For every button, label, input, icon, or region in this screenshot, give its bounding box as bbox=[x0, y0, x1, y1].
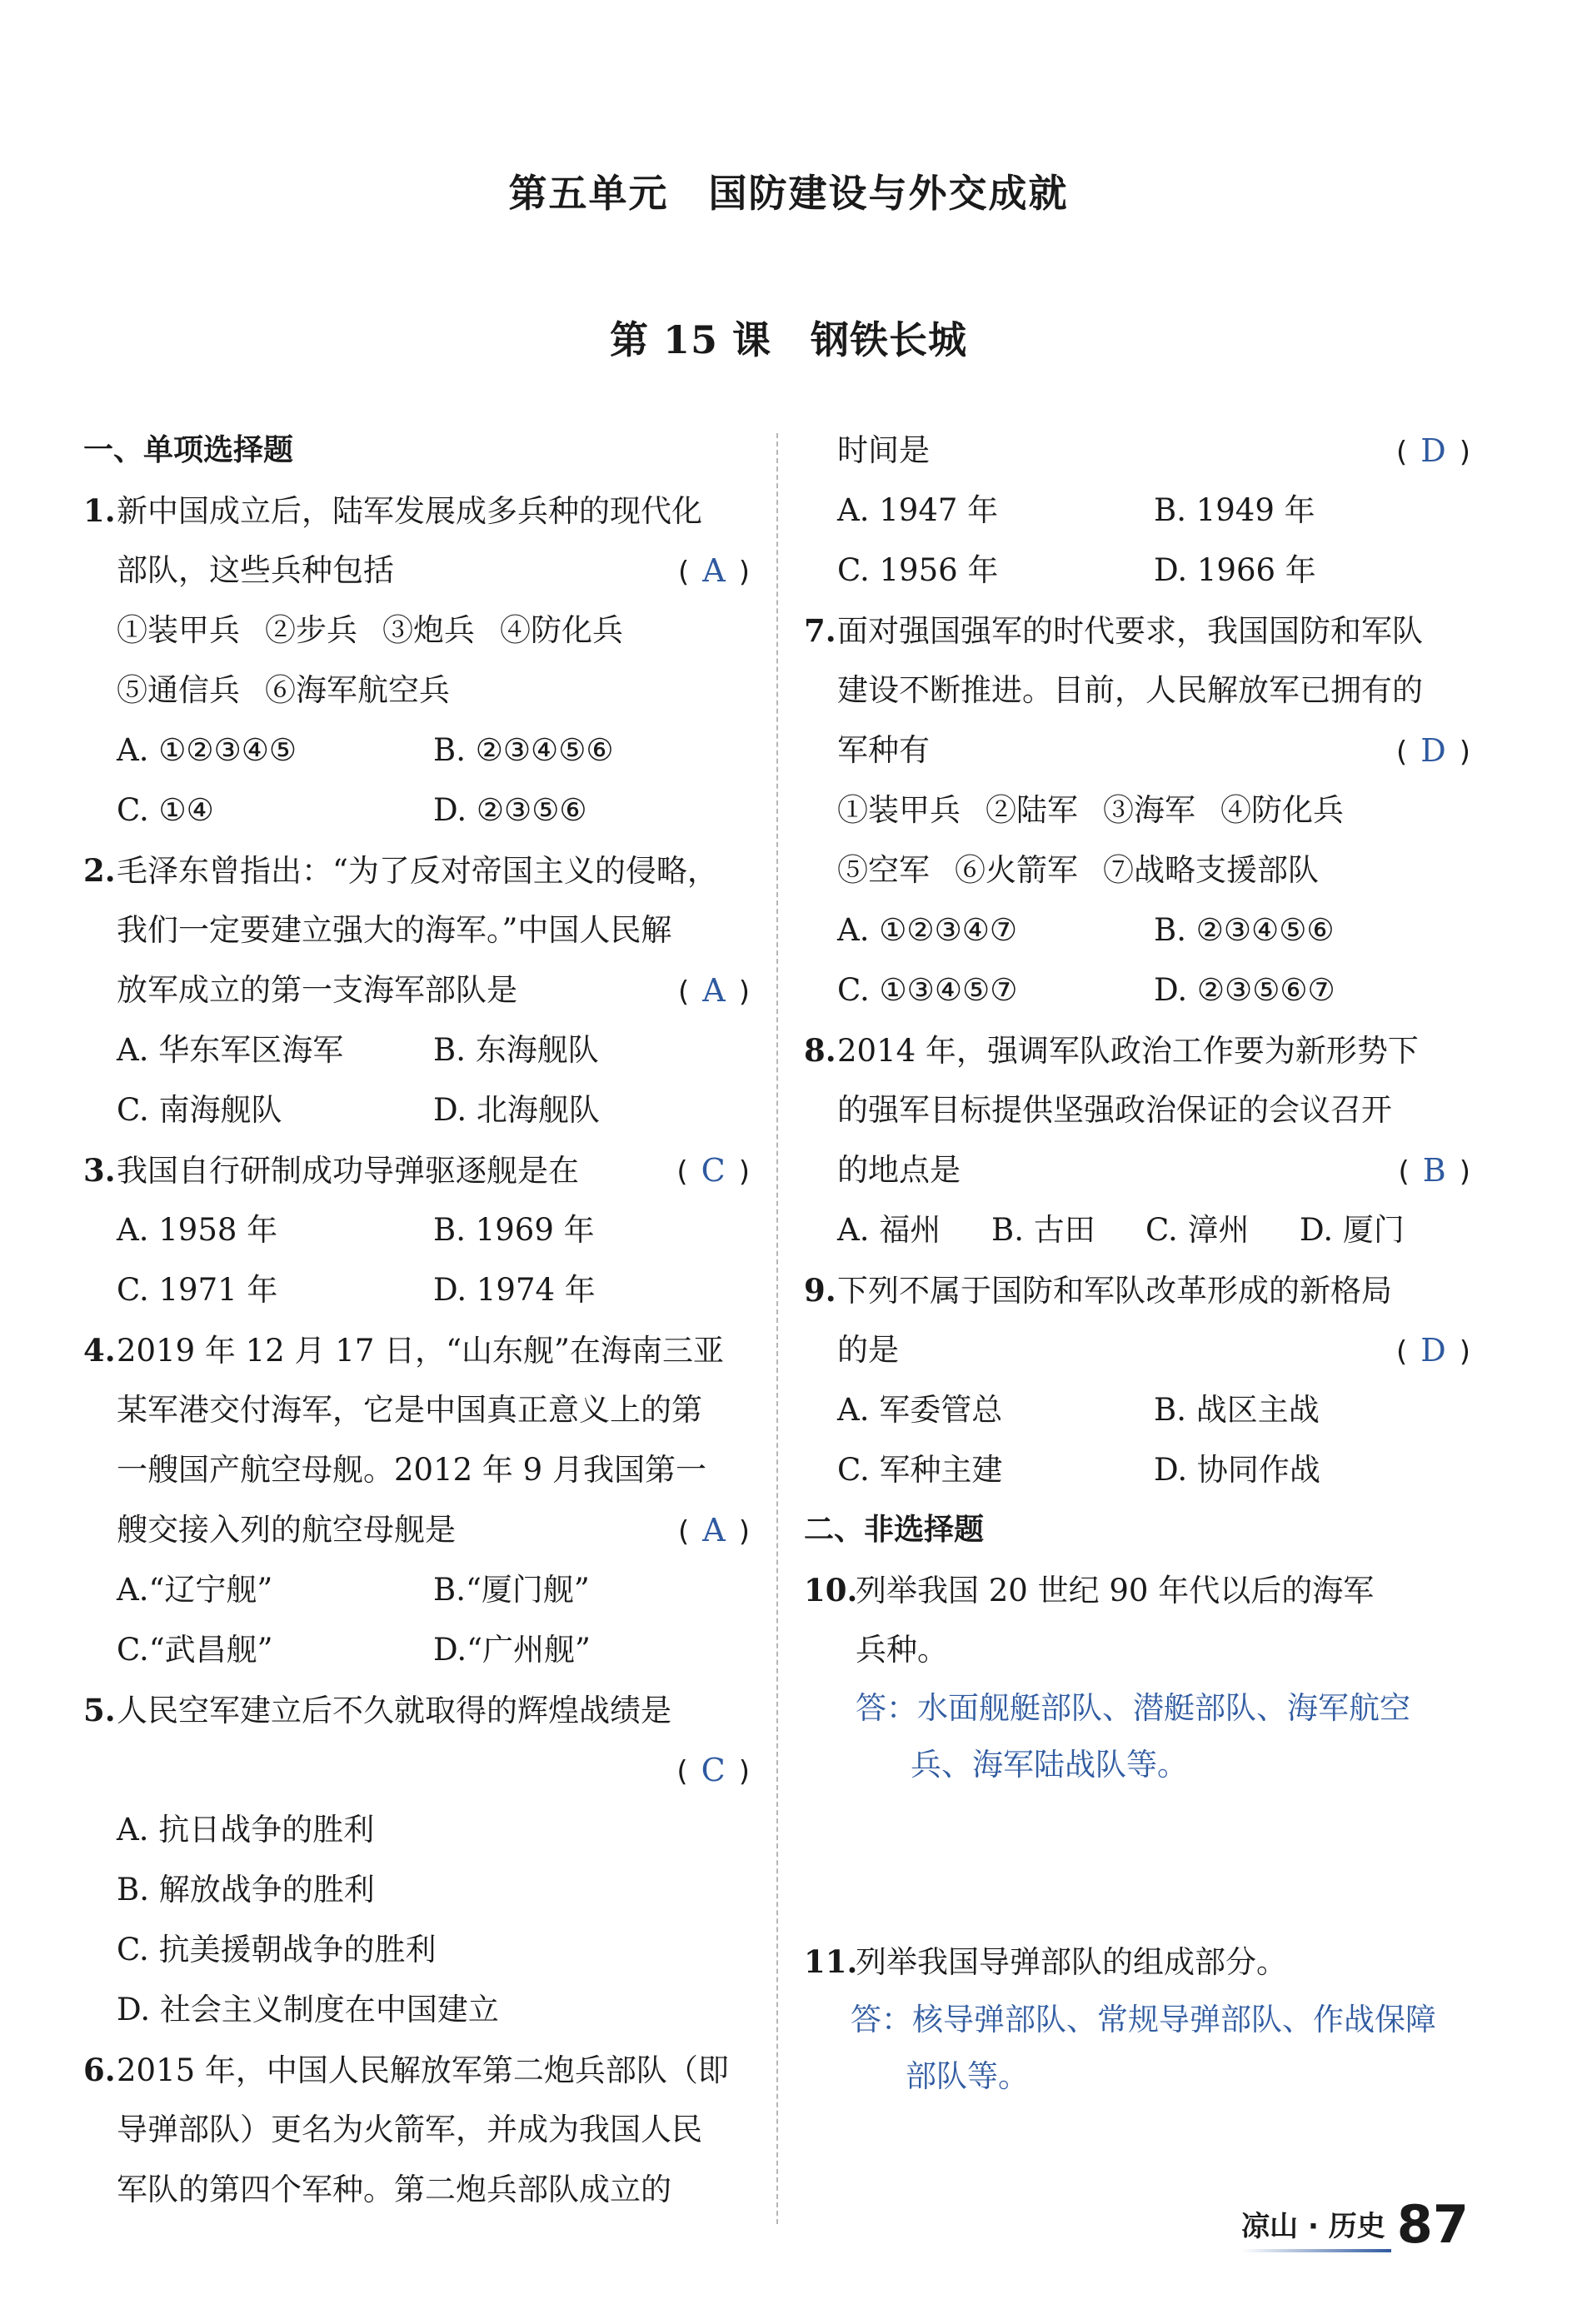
question-text: 的强军目标提供坚强政治保证的会议召开 bbox=[837, 1092, 1392, 1128]
question-text: 列举我国 20 世纪 90 年代以后的海军 bbox=[856, 1573, 1375, 1608]
option-d: D. ②③⑤⑥⑦ bbox=[1154, 972, 1335, 1008]
option-c: C. 南海舰队 bbox=[117, 1092, 282, 1128]
answer-bracket: ( D ) bbox=[1396, 432, 1470, 469]
question-text: 兵种。 bbox=[856, 1632, 948, 1668]
option-a: A. 1947 年 bbox=[837, 492, 999, 528]
question-text: 导弹部队）更名为火箭军，并成为我国人民 bbox=[117, 2112, 702, 2147]
question-number: 10. bbox=[804, 1572, 858, 1608]
item: ④防化兵 bbox=[500, 612, 623, 648]
item: ⑦战略支援部队 bbox=[1103, 852, 1319, 888]
option-a: A. 抗日战争的胜利 bbox=[117, 1812, 375, 1848]
option-c: C. ①④ bbox=[117, 792, 214, 828]
unit-title: 第五单元 国防建设与外交成就 bbox=[508, 171, 1069, 216]
answer-letter: C bbox=[701, 1752, 726, 1788]
item: ①装甲兵 bbox=[837, 792, 961, 828]
question-text: 军种有 bbox=[837, 732, 930, 768]
question-text: 新中国成立后，陆军发展成多兵种的现代化 bbox=[117, 493, 702, 529]
question-number: 7. bbox=[804, 612, 836, 649]
option-a: A. ①②③④⑦ bbox=[837, 912, 1018, 948]
option-b: B. 东海舰队 bbox=[433, 1032, 599, 1068]
question-number: 3. bbox=[83, 1152, 116, 1189]
question-4 bbox=[83, 1320, 750, 1680]
answer-text bbox=[804, 1680, 1470, 1793]
answer-bracket: ( B ) bbox=[1398, 1152, 1470, 1189]
answer-letter: A bbox=[702, 552, 726, 589]
option-c: C. 漳州 bbox=[1145, 1212, 1250, 1248]
option-c: C. ①③④⑤⑦ bbox=[837, 972, 1018, 1008]
answer-letter: D bbox=[1420, 432, 1446, 469]
answer-letter: A bbox=[702, 972, 726, 1009]
footer-label: 凉山 · 历史 bbox=[1241, 2210, 1385, 2243]
answer-letter: A bbox=[702, 1512, 726, 1549]
option-c: C. 抗美援朝战争的胜利 bbox=[117, 1932, 437, 1967]
question-text: 下列不属于国防和军队改革形成的新格局 bbox=[837, 1273, 1392, 1309]
option-d: D. 社会主义制度在中国建立 bbox=[117, 1992, 499, 2027]
option-a: A. 1958 年 bbox=[117, 1212, 278, 1248]
right-column bbox=[804, 421, 1470, 2105]
option-d: D. 协同作战 bbox=[1154, 1452, 1320, 1488]
question-5 bbox=[83, 1680, 750, 2040]
question-text: 的是 bbox=[837, 1332, 899, 1368]
question-text: 建设不断推进。目前，人民解放军已拥有的 bbox=[837, 672, 1423, 708]
option-a: A. 福州 bbox=[837, 1212, 941, 1248]
option-b: B.“厦门舰” bbox=[433, 1572, 590, 1608]
answer-letter: D bbox=[1420, 732, 1446, 769]
left-column bbox=[83, 421, 750, 2220]
item: ⑥海军航空兵 bbox=[265, 672, 450, 708]
column-divider bbox=[776, 433, 778, 2224]
question-text: 放军成立的第一支海军部队是 bbox=[117, 972, 517, 1008]
option-d: D. 1974 年 bbox=[433, 1272, 596, 1308]
option-d: D. ②③⑤⑥ bbox=[433, 792, 587, 828]
answer-line: 部队等。 bbox=[906, 2058, 1029, 2094]
question-text: 2019 年 12 月 17 日，“山东舰”在海南三亚 bbox=[117, 1333, 724, 1369]
question-number: 1. bbox=[83, 492, 116, 529]
question-number: 9. bbox=[804, 1272, 836, 1309]
question-number: 4. bbox=[83, 1332, 116, 1369]
option-c: C. 军种主建 bbox=[837, 1452, 1003, 1488]
answer-bracket: ( A ) bbox=[678, 552, 750, 589]
question-number: 2. bbox=[83, 852, 116, 889]
question-text: 列举我国导弹部队的组成部分。 bbox=[856, 1944, 1287, 1980]
item: ⑤通信兵 bbox=[117, 672, 240, 708]
item: ①装甲兵 bbox=[117, 612, 240, 648]
answer-line: 答：水面舰艇部队、潜艇部队、海军航空 bbox=[856, 1690, 1410, 1726]
item: ⑤空军 bbox=[837, 852, 930, 888]
item: ③炮兵 bbox=[382, 612, 475, 648]
question-1 bbox=[83, 481, 750, 840]
question-3 bbox=[83, 1140, 750, 1320]
page-footer bbox=[1241, 2194, 1469, 2255]
question-9 bbox=[804, 1260, 1470, 1500]
item: ⑥火箭军 bbox=[955, 852, 1078, 888]
question-number: 11. bbox=[804, 1943, 858, 1980]
option-c: C. 1956 年 bbox=[837, 552, 999, 588]
answer-space bbox=[804, 1793, 1470, 1932]
question-text: 我国自行研制成功导弹驱逐舰是在 bbox=[117, 1153, 579, 1189]
question-text: 2015 年，中国人民解放军第二炮兵部队（即 bbox=[117, 2052, 729, 2088]
section-heading-nonchoice: 二、非选择题 bbox=[804, 1513, 985, 1547]
option-d: D. 厦门 bbox=[1300, 1212, 1405, 1248]
question-text: 毛泽东曾指出：“为了反对帝国主义的侵略， bbox=[117, 853, 718, 889]
option-a: A.“辽宁舰” bbox=[117, 1572, 273, 1608]
question-text: 时间是 bbox=[837, 432, 930, 468]
question-2 bbox=[83, 840, 750, 1140]
section-heading-choice: 一、单项选择题 bbox=[83, 433, 294, 467]
answer-text bbox=[804, 1992, 1470, 2105]
item: ②陆军 bbox=[986, 792, 1078, 828]
question-text: 某军港交付海军，它是中国真正意义上的第 bbox=[117, 1392, 702, 1428]
option-b: B. 1969 年 bbox=[433, 1212, 595, 1248]
item: ③海军 bbox=[1103, 792, 1195, 828]
answer-bracket: ( D ) bbox=[1396, 732, 1470, 769]
answer-letter: B bbox=[1422, 1152, 1446, 1189]
question-7 bbox=[804, 601, 1470, 1020]
option-a: A. 军委管总 bbox=[837, 1392, 1003, 1428]
question-text: 面对强国强军的时代要求，我国国防和军队 bbox=[837, 613, 1423, 649]
answer-bracket: ( A ) bbox=[678, 1512, 750, 1549]
question-10 bbox=[804, 1560, 1470, 1793]
question-text: 2014 年，强调军队政治工作要为新形势下 bbox=[837, 1033, 1419, 1069]
footer-swoosh bbox=[1241, 2249, 1391, 2252]
answer-bracket: ( C ) bbox=[676, 1752, 750, 1788]
item: ④防化兵 bbox=[1220, 792, 1344, 828]
question-text: 军队的第四个军种。第二炮兵部队成立的 bbox=[117, 2172, 671, 2207]
option-a: A. 华东军区海军 bbox=[117, 1032, 344, 1068]
page-number: 87 bbox=[1396, 2194, 1469, 2255]
item: ②步兵 bbox=[265, 612, 357, 648]
question-number: 8. bbox=[804, 1032, 836, 1069]
option-c: C. 1971 年 bbox=[117, 1272, 278, 1308]
option-b: B. 战区主战 bbox=[1154, 1392, 1320, 1428]
answer-bracket: ( D ) bbox=[1396, 1332, 1470, 1369]
question-number: 6. bbox=[83, 2052, 116, 2088]
question-text: 一艘国产航空母舰。2012 年 9 月我国第一 bbox=[117, 1452, 706, 1488]
option-b: B. ②③④⑤⑥ bbox=[1154, 912, 1335, 948]
option-b: B. 古田 bbox=[991, 1212, 1095, 1248]
answer-bracket: ( A ) bbox=[678, 972, 750, 1009]
question-text: 部队，这些兵种包括 bbox=[117, 552, 394, 588]
question-6 bbox=[83, 2040, 750, 2220]
option-d: D. 北海舰队 bbox=[433, 1092, 600, 1128]
option-a: A. ①②③④⑤ bbox=[117, 732, 297, 768]
question-8 bbox=[804, 1020, 1470, 1260]
question-text: 人民空军建立后不久就取得的辉煌战绩是 bbox=[117, 1693, 671, 1728]
question-number: 5. bbox=[83, 1692, 116, 1728]
option-b: B. ②③④⑤⑥ bbox=[433, 732, 614, 768]
answer-letter: C bbox=[701, 1152, 726, 1189]
option-d: D.“广州舰” bbox=[433, 1632, 591, 1668]
option-b: B. 1949 年 bbox=[1154, 492, 1315, 528]
question-text: 的地点是 bbox=[837, 1152, 961, 1188]
question-6-continued bbox=[804, 421, 1470, 601]
answer-line: 答：核导弹部队、常规导弹部队、作战保障 bbox=[851, 2002, 1436, 2037]
answer-line: 兵、海军陆战队等。 bbox=[911, 1747, 1188, 1783]
question-11 bbox=[804, 1932, 1470, 2105]
option-d: D. 1966 年 bbox=[1154, 552, 1316, 588]
answer-letter: D bbox=[1420, 1332, 1446, 1369]
question-text: 我们一定要建立强大的海军。”中国人民解 bbox=[117, 912, 672, 948]
answer-bracket: ( C ) bbox=[676, 1152, 750, 1189]
option-c: C.“武昌舰” bbox=[117, 1632, 273, 1668]
option-b: B. 解放战争的胜利 bbox=[117, 1872, 375, 1908]
lesson-title: 第 15 课 钢铁长城 bbox=[609, 317, 968, 362]
question-text: 艘交接入列的航空母舰是 bbox=[117, 1512, 456, 1548]
